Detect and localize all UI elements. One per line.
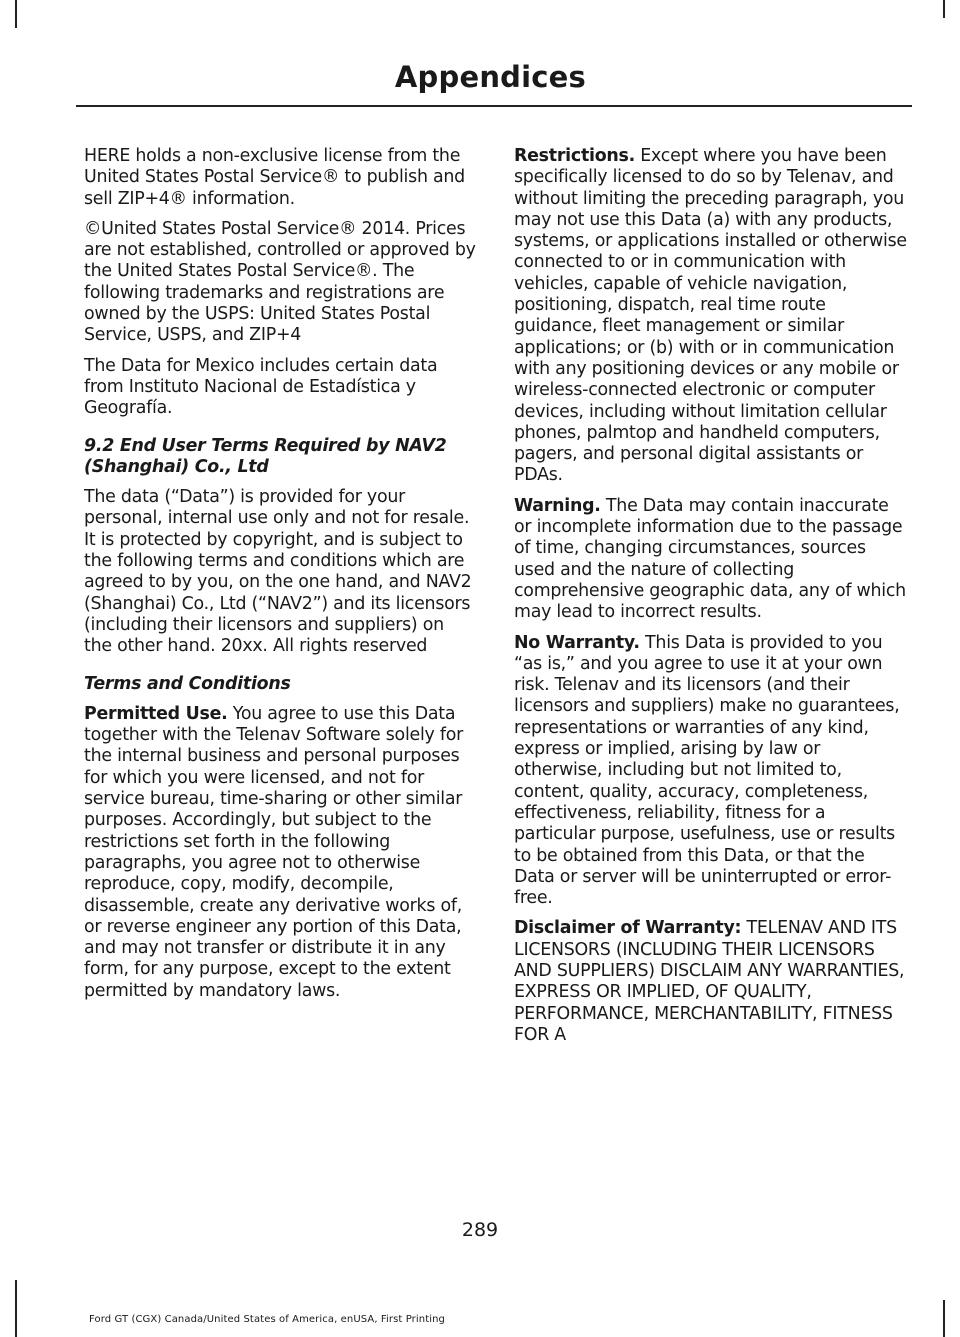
header-rule [76, 105, 912, 107]
permitted-use-text: You agree to use this Data together with the Telenav Software solely for the internal business and personal purposes for which you were licensed, and not for service bureau, time-sharing or other similar purposes. Accordingly, but subject to the restrictions set forth in the following paragraphs, you agree not to otherwise reproduce, copy, modify, decompile, disassemble, create any derivative works of, or reverse engineer any portion of this Data, and may not transfer or distribute it in any form, for any purpose, except to the extent permitted by mandatory laws. [84, 703, 464, 1001]
section-heading-nav2: 9.2 End User Terms Required by NAV2 (Shanghai) Co., Ltd [84, 435, 447, 477]
crop-mark-bottom-right-v [943, 1300, 945, 1337]
no-warranty-text: This Data is provided to you “as is,” and you agree to use it at your own risk. Telenav and its licensors (and their licensors and suppliers) make no guarantees, representations or warranties of any kind, express or implied, arising by law or otherwise, including but not limited to, content, quality, accuracy, completeness, effectiveness, reliability, fitness for a particular purpose, usefulness, use or results to be obtained from this Data, or that the Data or server will be uninterrupted or error-free. [514, 632, 900, 909]
paragraph-permitted-use [84, 704, 476, 1002]
disclaimer-label: Disclaimer of Warranty: [514, 918, 742, 939]
restrictions-label: Restrictions. [514, 146, 636, 166]
paragraph-usps-trademarks: ©United States Postal Service® 2014. Prices are not established, controlled or approved by the United States Postal Service®. The following trademarks and registrations are owned by the USPS: United States Postal Service, USPS, and ZIP+4 [84, 218, 476, 346]
page-number: 289 [461, 1219, 499, 1241]
paragraph-restrictions [514, 146, 910, 487]
paragraph-warning [514, 496, 910, 624]
section-heading-terms: Terms and Conditions [84, 673, 291, 694]
crop-mark-top-right-v [943, 0, 945, 18]
restrictions-text: Except where you have been specifically licensed to do so by Telenav, and without limiting the preceding paragraph, you may not use this Data (a) with any products, systems, or applications installed or otherwise connected to or in communication with vehicles, capable of vehicle navigation, positioning, dispatch, real time route guidance, fleet management or similar applications; or (b) with or in communication with any positioning devices or any mobile or wireless-connected electronic or computer devices, including without limitation cellular phones, palmtop and handheld computers, pagers, and personal digital assistants or PDAs. [514, 146, 907, 486]
paragraph-disclaimer [514, 918, 910, 1046]
permitted-use-label: Permitted Use. [84, 703, 228, 724]
paragraph-no-warranty [514, 633, 910, 910]
right-column [514, 146, 910, 1055]
paragraph-mexico-data: The Data for Mexico includes certain data from Instituto Nacional de Estadística y Geografía. [84, 355, 438, 419]
left-column [84, 146, 476, 1011]
page-title: Appendices [394, 60, 586, 94]
crop-mark-top-left-v [15, 0, 17, 28]
crop-mark-bottom-left-v [15, 1280, 17, 1337]
paragraph-zip4-license: HERE holds a non-exclusive license from the United States Postal Service® to publish and sell ZIP+4® information. [84, 146, 465, 209]
warning-text: The Data may contain inaccurate or incomplete information due to the passage of time, changing circumstances, sources used and the nature of collecting comprehensive geographic data, any of which may lead to incorrect results. [514, 495, 906, 623]
footer-text: Ford GT (CGX) Canada/United States of America, enUSA, First Printing [89, 1314, 445, 1325]
paragraph-data-terms: The data (“Data”) is provided for your personal, internal use only and not for resale. It is protected by copyright, and is subject to the following terms and conditions which are agreed to by you, on the one hand, and NAV2 (Shanghai) Co., Ltd (“NAV2”) and its licensors (including their licensors and suppliers) on the other hand. 20xx. All rights reserved [84, 487, 472, 657]
no-warranty-label: No Warranty. [514, 632, 640, 653]
warning-label: Warning. [514, 495, 601, 516]
disclaimer-text: TELENAV AND ITS LICENSORS (INCLUDING THEIR LICENSORS AND SUPPLIERS) DISCLAIM ANY WARRANTIES, EXPRESS OR IMPLIED, OF QUALITY, PERFORMANCE, MERCHANTABILITY, FITNESS FOR A [514, 918, 905, 1045]
